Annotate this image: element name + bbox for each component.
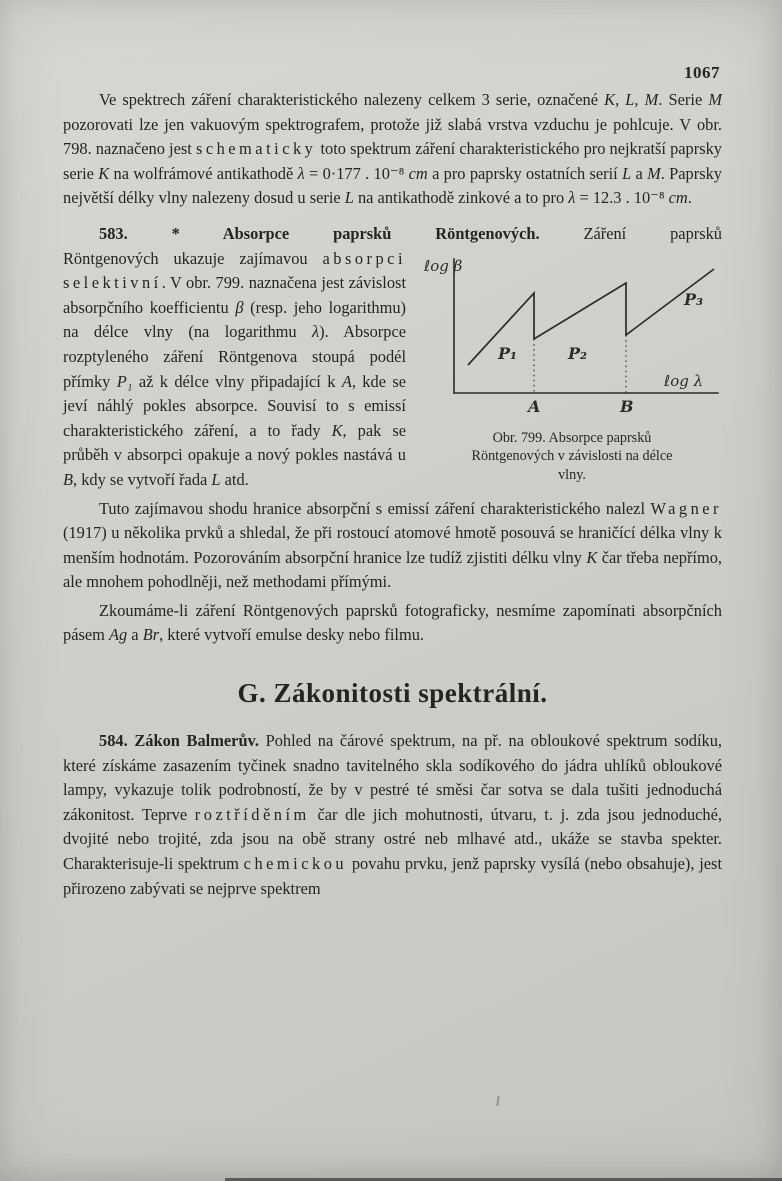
wagner-paragraph — [63, 497, 722, 595]
label-P3: P₃ — [684, 289, 704, 309]
text-segment: λ — [297, 163, 305, 183]
text-segment: M — [647, 163, 661, 183]
photographic-paragraph — [63, 599, 722, 648]
section-583 — [63, 222, 722, 493]
text-segment: , pak se průběh v absorpci opakuje a nový pokles nastává u — [63, 420, 406, 465]
label-B: B — [620, 396, 634, 416]
figure-799-caption: Obr. 799. Absorpce paprsků Röntgenových v závislosti na délce vlny. — [471, 429, 673, 483]
text-segment: M — [708, 90, 722, 109]
text-segment: až k délce vlny připadající k — [132, 371, 342, 391]
section-583-flow — [63, 247, 722, 493]
label-P2: P₂ — [568, 343, 588, 363]
text-segment: roztříděním — [194, 804, 310, 824]
text-segment: = 0·177 . 10⁻⁸ — [304, 163, 409, 183]
text-segment: Tuto zajímavou shodu hranice absorpční s emissí záření charakteristického nalezl — [99, 498, 651, 518]
text-segment: (resp. jeho logarithmu) na délce vlny (na logarithmu — [63, 297, 406, 342]
text-segment: atd. — [220, 469, 249, 489]
text-segment: L — [211, 469, 221, 489]
text-segment: K — [331, 420, 343, 440]
page-number: 1067 — [684, 63, 720, 82]
text-segment: K — [98, 163, 110, 183]
x-axis-label: ℓog λ — [664, 371, 704, 390]
text-segment: chemickou — [243, 854, 348, 874]
chapter-heading — [63, 678, 722, 709]
text-segment: cm — [408, 163, 428, 183]
section-583-heading-line — [63, 222, 722, 247]
text-segment: . V obr. 799. naznačena jest závislost absorpčního koefficientu — [63, 273, 406, 317]
text-segment: Pohled na čárové spektrum, na př. na obloukové spektrum sodíku, které získáme zasazením tyčinek snadno tavitelného skla sodíkového do jádra uhlíků obloukové lampy, vykazuje tolik podrobností, že by v pestré té směsi čar sotva se dala tušiti jednoduchá zákonitost. Teprve — [63, 731, 723, 824]
text-segment: a — [127, 625, 143, 645]
text-segment: čar dle jich mohutnosti, útvaru, t. j. zda jsou jednoduché, dvojité nebo trojité, zda jsou na obě strany ostré neb mlhavé atd., ukáže se stavba spekter. Charakterisuje-li spektrum — [63, 804, 722, 874]
text-segment: K — [586, 547, 598, 567]
text-segment: Br — [142, 625, 160, 645]
text-segment: λ — [568, 188, 576, 208]
text-segment: toto spektrum záření charakteristického pro nejkratší paprsky serie — [63, 139, 722, 183]
text-segment: Wagner — [650, 498, 722, 518]
text-segment: Ve spektrech záření charakteristického nalezeny celkem 3 serie, označené — [99, 90, 605, 109]
text-segment: ). Absorpce rozptyleného záření Röntgenova stoupá podél přímky — [63, 322, 406, 391]
label-A: A — [528, 396, 541, 416]
text-segment: (1917) u několika prvků a shledal, že při rostoucí atomové hmotě posouvá se hraničící délka vlny k menším hodnotám. Pozorováním absorpční hranice lze tudíž zjistiti délku vlny — [63, 523, 722, 567]
text-segment: povahu prvku, jenž paprsky vysílá (nebo obsahuje), jest přirozeno zabývati se nejprve spektrem — [63, 854, 722, 898]
text-segment: L — [344, 188, 354, 208]
text-segment: Röntgenových ukazuje zajímavou — [63, 248, 323, 268]
intro-paragraph — [63, 88, 722, 211]
text-segment: = 12.3 . 10⁻⁸ — [575, 188, 669, 208]
text-segment: B — [63, 469, 74, 489]
text-segment: absorpci selektivní — [63, 248, 406, 293]
text-segment: β — [235, 297, 244, 317]
text-segment: Ag — [108, 625, 128, 645]
text-segment: schematicky — [195, 139, 317, 159]
text-segment: L — [622, 163, 632, 183]
figure-799 — [422, 253, 722, 485]
text-segment: K, L, M — [604, 90, 659, 109]
page-content — [63, 62, 722, 901]
text-segment: a pro paprsky ostatních serií — [427, 163, 623, 183]
ink-speck — [496, 1096, 499, 1106]
text-segment: 583. * Absorpce paprsků Röntgenových. — [99, 223, 540, 243]
text-segment: , kde se jeví náhlý pokles absorpce. Souvisí to s emissí charakteristického záření, a to řady — [63, 371, 406, 440]
text-segment: . Paprsky největší délky vlny nalezeny dosud u serie — [63, 163, 722, 208]
text-segment: na antikathodě zinkové a to pro — [353, 188, 569, 208]
chapter-heading-text: G. Zákonitosti spektrální. — [237, 678, 548, 709]
text-segment: λ — [312, 322, 320, 342]
text-segment: . Serie — [658, 90, 709, 109]
text-segment: na wolfrámové antikathodě — [109, 163, 298, 183]
text-segment: pozorovati lze jen vakuovým spektrografem, protože již slabá vrstva vzduchu je pohlcuje. V obr. 798. naznačeno jest — [63, 114, 722, 159]
y-axis-label: ℓog β — [424, 256, 463, 275]
text-segment: Zkoumáme-li záření Röntgenových paprsků fotograficky, nesmíme zapomínati absorpčních pásem — [63, 600, 722, 645]
text-segment: , které vytvoří emulse desky nebo filmu. — [159, 625, 425, 645]
absorption-plot — [422, 253, 722, 419]
text-segment: , kdy se vytvoří řada — [73, 469, 212, 489]
text-segment: 584. Zákon Balmerův. — [99, 731, 259, 751]
text-segment: P₁ — [116, 371, 133, 391]
text-segment: a — [631, 163, 648, 183]
section-584-paragraph — [63, 729, 722, 901]
label-P1: P₁ — [498, 343, 518, 363]
text-segment: cm — [668, 188, 688, 208]
text-segment: . — [687, 188, 692, 208]
text-segment: Záření paprsků — [539, 223, 722, 243]
text-segment: čar třeba nepřímo, ale mnohem pohodlněji, než methodami přímými. — [63, 547, 722, 592]
text-segment: A — [341, 371, 352, 391]
